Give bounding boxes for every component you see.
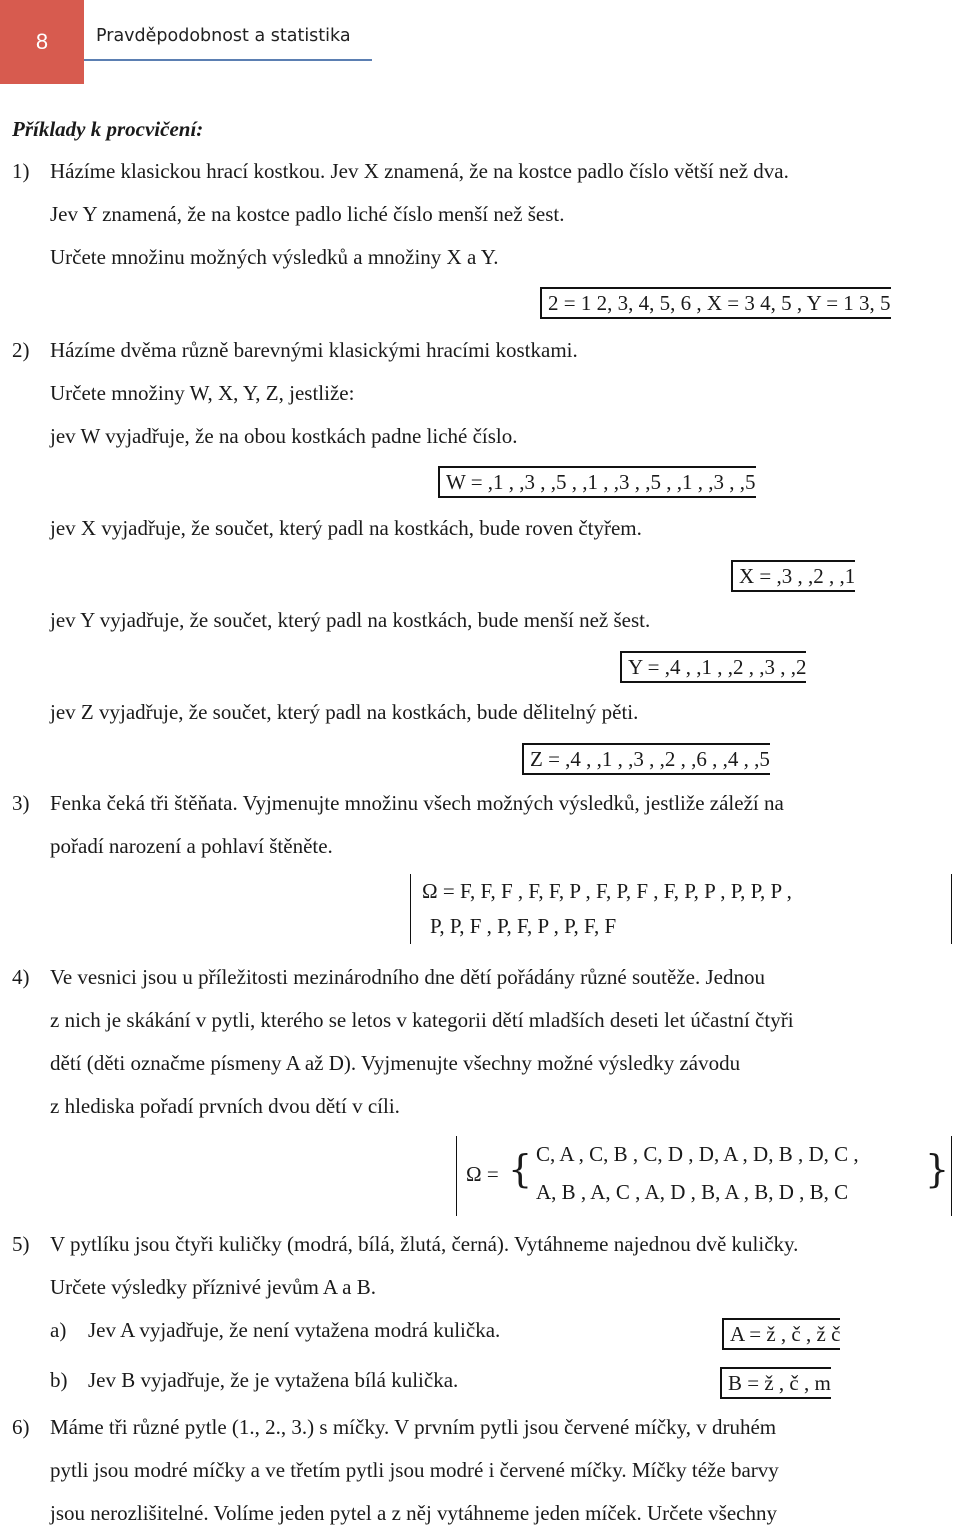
exercise-1-answer: 2 = 1 2, 3, 4, 5, 6 , X = 3 4, 5 , Y = 1 3, 5 — [540, 287, 891, 319]
exercise-4-number: 4) — [12, 965, 30, 989]
exercise-6-line-3: jsou nerozlišitelné. Volíme jeden pytel a z něj vytáhneme jeden míček. Určete všechny — [50, 1501, 777, 1525]
exercise-3-answer-line-1: Ω = F, F, F , F, F, P , F, P, F , F, P, P , P, P, P , — [422, 879, 792, 903]
exercise-5-part-b-answer: B = ž , č , m — [720, 1367, 831, 1399]
exercise-2-number: 2) — [12, 338, 30, 362]
exercise-5-part-b-label: b) — [50, 1368, 68, 1392]
exercise-3-line-2: pořadí narození a pohlaví štěněte. — [50, 834, 333, 858]
exercise-3-answer-line-2: P, P, F , P, F, P , P, F, F — [430, 914, 617, 938]
header-rule — [84, 59, 372, 61]
exercise-6-line-2: pytli jsou modré míčky a ve třetím pytli jsou modré i červené míčky. Míčky téže barvy — [50, 1458, 779, 1482]
exercise-4-left-brace: { — [508, 1147, 533, 1191]
exercise-5-line-1: V pytlíku jsou čtyři kuličky (modrá, bílá, žlutá, černá). Vytáhneme najednou dvě kuličky. — [50, 1232, 799, 1256]
exercise-4-answer-line-2: A, B , A, C , A, D , B, A , B, D , B, C — [536, 1180, 849, 1204]
exercise-6-line-1: Máme tři různé pytle (1., 2., 3.) s míčky. V prvním pytli jsou červené míčky, v druhém — [50, 1415, 777, 1439]
running-header-title: Pravděpodobnost a statistika — [96, 26, 351, 46]
exercise-1-line-3: Určete množinu možných výsledků a množiny X a Y. — [50, 245, 499, 269]
exercise-3-line-1: Fenka čeká tři štěňata. Vyjmenujte množinu všech možných výsledků, jestliže záleží na — [50, 791, 784, 815]
exercise-4-answer-line-1: C, A , C, B , C, D , D, A , D, B , D, C , — [536, 1142, 859, 1166]
exercise-4-omega: Ω = — [466, 1162, 499, 1186]
exercise-4-line-4: z hlediska pořadí prvních dvou dětí v cíli. — [50, 1094, 400, 1118]
exercise-2-part-y-text: jev Y vyjadřuje, že součet, který padl na kostkách, bude menší než šest. — [50, 608, 651, 632]
exercise-6-number: 6) — [12, 1415, 30, 1439]
exercise-2-part-y-answer: Y = ,4 , ,1 , ,2 , ,3 , ,2 — [620, 651, 806, 683]
exercise-2-part-w-text: jev W vyjadřuje, že na obou kostkách padne liché číslo. — [50, 424, 518, 448]
exercise-2-part-z-text: jev Z vyjadřuje, že součet, který padl na kostkách, bude dělitelný pěti. — [50, 700, 639, 724]
exercise-2-line-1: Házíme dvěma různě barevnými klasickými hracími kostkami. — [50, 338, 578, 362]
exercise-5-part-a-label: a) — [50, 1318, 67, 1342]
exercise-5-number: 5) — [12, 1232, 30, 1256]
exercise-1-line-1: Házíme klasickou hrací kostkou. Jev X znamená, že na kostce padlo číslo větší než dva. — [50, 159, 789, 183]
page-number: 8 — [0, 0, 84, 84]
exercise-4-line-2: z nich je skákání v pytli, kterého se letos v kategorii dětí mladších deseti let účastní čtyři — [50, 1008, 794, 1032]
exercise-2-part-x-answer: X = ,3 , ,2 , ,1 — [731, 560, 855, 592]
exercises-title: Příklady k procvičení: — [12, 117, 204, 141]
exercise-2-line-2: Určete množiny W, X, Y, Z, jestliže: — [50, 381, 355, 405]
exercise-5-part-a-text: Jev A vyjadřuje, že není vytažena modrá kulička. — [88, 1318, 501, 1342]
exercise-1-number: 1) — [12, 159, 30, 183]
exercise-2-part-x-text: jev X vyjadřuje, že součet, který padl na kostkách, bude roven čtyřem. — [50, 516, 642, 540]
exercise-1-line-2: Jev Y znamená, že na kostce padlo liché číslo menší než šest. — [50, 202, 565, 226]
exercise-2-part-z-answer: Z = ,4 , ,1 , ,3 , ,2 , ,6 , ,4 , ,5 — [522, 743, 770, 775]
exercise-3-number: 3) — [12, 791, 30, 815]
exercise-2-part-w-answer: W = ,1 , ,3 , ,5 , ,1 , ,3 , ,5 , ,1 , ,3 , ,5 — [438, 466, 756, 498]
exercise-5-part-a-answer: A = ž , č , ž č — [722, 1318, 840, 1350]
exercise-5-part-b-text: Jev B vyjadřuje, že je vytažena bílá kulička. — [88, 1368, 459, 1392]
exercise-4-line-3: dětí (děti označme písmeny A až D). Vyjmenujte všechny možné výsledky závodu — [50, 1051, 741, 1075]
exercise-4-line-1: Ve vesnici jsou u příležitosti mezinárodního dne dětí pořádány různé soutěže. Jednou — [50, 965, 765, 989]
exercise-4-right-brace: } — [925, 1147, 950, 1191]
exercise-5-line-2: Určete výsledky příznivé jevům A a B. — [50, 1275, 377, 1299]
